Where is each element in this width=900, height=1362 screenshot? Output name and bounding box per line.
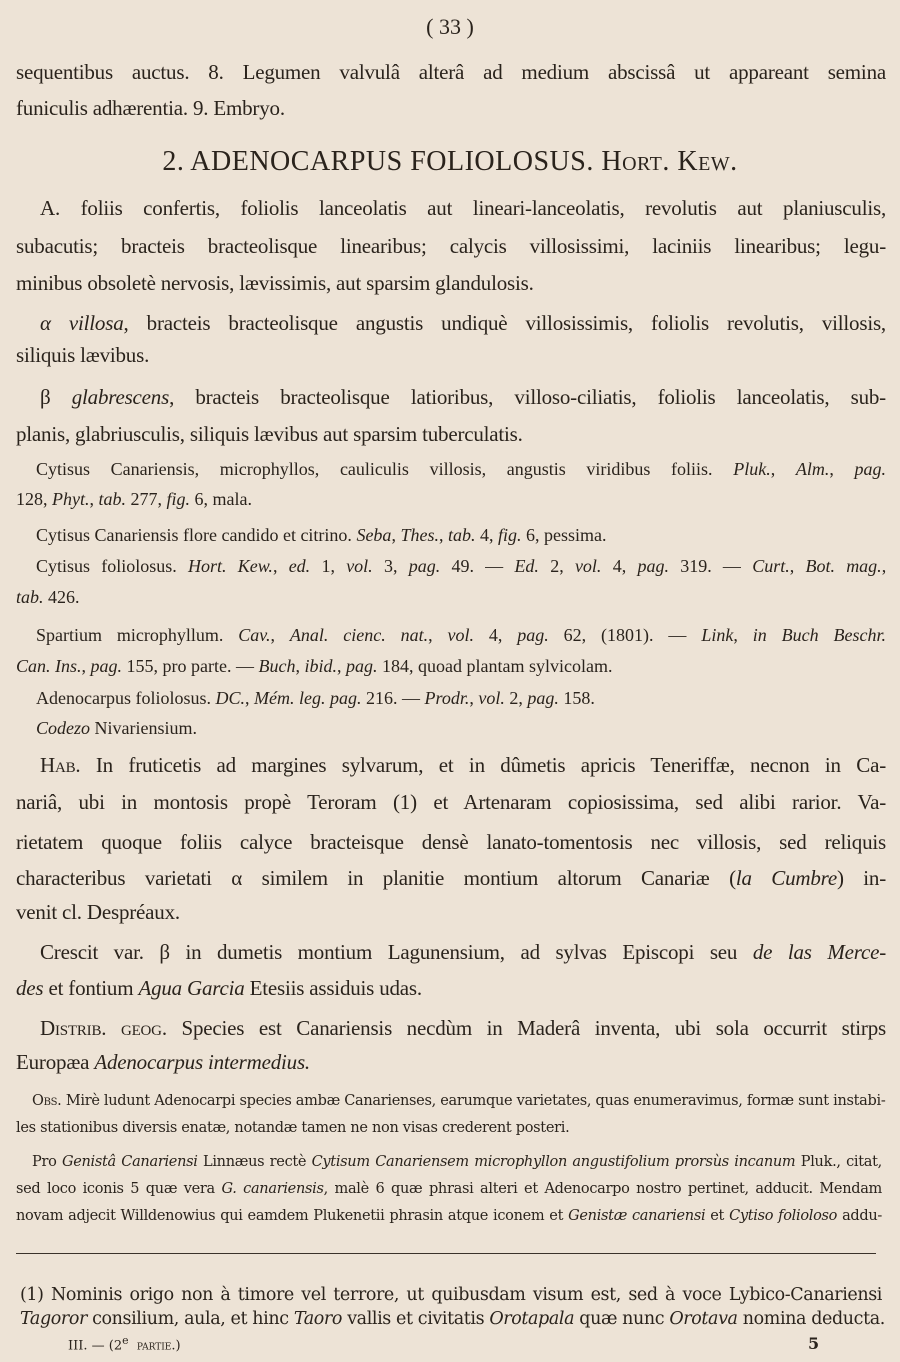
citation-author: Seba (356, 525, 392, 545)
citation-label: vol. (447, 625, 474, 645)
distribution-line-2 (16, 1050, 310, 1075)
citation-number: 184, quoad plantam sylvicolam. (381, 656, 613, 676)
obs-p2-line-1 (32, 1154, 882, 1170)
footnote-text: nomina deducta. (742, 1309, 885, 1329)
obs-p2-line-2 (16, 1181, 882, 1197)
citation-number: 6, pessima. (525, 525, 607, 545)
citation-work: Prodr. (424, 688, 470, 708)
citation-number: 2, (550, 556, 564, 576)
citation-number: 426. (48, 587, 80, 607)
citation-label: pag. (345, 656, 378, 676)
punct: , (428, 625, 433, 645)
footnote-term: Taoro (293, 1309, 343, 1329)
punct: , (272, 556, 278, 576)
punct: , (881, 556, 887, 576)
citation-work: in Buch Beschr. (752, 625, 886, 645)
obs-label: Obs. (32, 1093, 62, 1109)
citation-label: pag. (90, 656, 123, 676)
distribution-line-1 (40, 1016, 886, 1041)
species-name: ADENOCARPUS FOLIOLOSUS. (190, 146, 594, 177)
variety-alpha-symbol: α (40, 311, 51, 335)
description-line-1: A. foliis confertis, foliolis lanceolatis aut lineari-lanceolatis, revolutis aut planiusculis, (40, 196, 886, 220)
citation-label: Ed. (514, 556, 539, 576)
habitat-text: ) in- (837, 866, 887, 890)
citation-work: Phyt. (52, 489, 90, 509)
obs-text: et (710, 1208, 725, 1224)
punct: , (89, 489, 94, 509)
punct: , (770, 459, 776, 479)
locality-name: de las Merce- (752, 940, 886, 964)
punct: , (336, 656, 342, 676)
obs-line-2: les stationibus diversis enatæ, notandæ tamen ne non visas crederent posteri. (16, 1120, 570, 1136)
species-reference: G. canariensis (221, 1181, 324, 1197)
synonym-text: Cytisus foliolosus. (36, 556, 177, 576)
citation-work: Hort. Kew. (188, 556, 273, 576)
vernacular-word: Codezo (36, 718, 90, 738)
signature-superscript: e (122, 1334, 129, 1347)
variety-beta-line-1 (40, 385, 886, 410)
obs-text: Linnæus rectè (203, 1154, 307, 1170)
description-line-2: subacutis; bracteis bracteolisque linearibus; calycis villosissimi, laciniis linearibus; legu- (16, 234, 886, 258)
citation-work: Thes. (400, 525, 439, 545)
footnote-text: consilium, aula, et hinc (92, 1309, 289, 1329)
citation-author: Cav. (238, 625, 271, 645)
citation-label: pag. (517, 625, 549, 645)
citation-label: fig. (166, 489, 191, 509)
variety-alpha-line-2: siliquis lævibus. (16, 343, 150, 367)
punct: , (270, 625, 275, 645)
continued-text-line-2: funiculis adhærentia. 9. Embryo. (16, 96, 285, 120)
footnote-text: vallis et civitatis (347, 1309, 485, 1329)
footnote-text: quæ nunc (579, 1309, 665, 1329)
habitat-line-5: venit cl. Despréaux. (16, 900, 180, 924)
habitat-text: characteribus varietati α similem in planitie montium altorum Canariæ ( (16, 866, 736, 890)
crescit-text: Etesiis assiduis udas. (249, 976, 422, 1000)
footnote-term: Tagoror (20, 1309, 87, 1329)
synonym-3-line-1 (36, 556, 886, 577)
variety-beta-symbol: β (40, 385, 51, 409)
obs-text: Pro (32, 1154, 57, 1170)
citation-author: Buch (258, 656, 296, 676)
punct: , (789, 556, 795, 576)
footnote-term: Orotapala (489, 1309, 575, 1329)
description-line-3: minibus obsoletè nervosis, lævissimis, aut sparsim glandulosis. (16, 271, 534, 295)
synonym-1-line-1 (36, 459, 886, 480)
variety-alpha-line-1 (40, 311, 886, 336)
citation-number: 4, (479, 525, 494, 545)
punct: , (391, 525, 396, 545)
habitat-line-3: rietatem quoque foliis calyce bracteisque densè lanato-tomentosis nec villosis, sed reliquis (16, 830, 886, 854)
citation-label: fig. (497, 525, 522, 545)
citation-label: pag. (408, 556, 441, 576)
obs-text: Mirè ludunt Adenocarpi species ambæ Canarienses, earumque varietates, quas enumeravimus, formæ sunt instabi- (65, 1093, 886, 1109)
habitat-line-4 (16, 866, 886, 891)
continued-text-line-1: sequentibus auctus. 8. Legumen valvulâ alterâ ad medium abscissâ ut appareant semina (16, 60, 886, 84)
citation-number: 128, (16, 489, 48, 509)
citation-number: 158. (563, 688, 595, 708)
crescit-text: Crescit var. β in dumetis montium Lagunensium, ad sylvas Episcopi seu (40, 940, 738, 964)
punct: , (733, 625, 738, 645)
citation-work: Can. Ins. (16, 656, 82, 676)
citation-number: 4, (488, 625, 503, 645)
page-number: ( 33 ) (426, 14, 474, 39)
obs-text: addu- (842, 1208, 883, 1224)
citation-work: Anal. cienc. nat. (289, 625, 429, 645)
distribution-label: Distrib. geog. (40, 1016, 167, 1040)
citation-label: vol. (346, 556, 373, 576)
species-reference: Cytisum Canariensem microphyllon angustifolium prorsùs incanum (311, 1154, 796, 1170)
citation-label: tab. (16, 587, 44, 607)
citation-label: pag. (637, 556, 669, 576)
synonym-4-line-2 (16, 656, 612, 677)
vernacular-name (36, 718, 197, 739)
citation-number: 6, mala. (194, 489, 253, 509)
citation-label: vol. (478, 688, 505, 708)
punct: , (245, 688, 250, 708)
punct: , (81, 656, 87, 676)
species-authority: Hort. Kew. (601, 146, 738, 177)
synonym-1-line-2 (16, 489, 252, 510)
citation-label: tab. (447, 525, 476, 545)
distribution-text: Species est Canariensis necdùm in Maderâ inventa, ubi sola occurrit stirps (181, 1016, 886, 1040)
footnote-line-2 (20, 1309, 885, 1329)
crescit-line-2 (16, 976, 422, 1001)
citation-number: 216. — (365, 688, 420, 708)
citation-work: Alm. (795, 459, 830, 479)
citation-author: Pluk. (733, 459, 771, 479)
citation-work: Mém. leg. pag. (254, 688, 362, 708)
citation-number: 319. — (680, 556, 741, 576)
crescit-text: et fontium (48, 976, 134, 1000)
signature-part: partie.) (136, 1338, 181, 1354)
synonym-4-line-1 (36, 625, 886, 646)
citation-number: 1, (321, 556, 335, 576)
variety-beta-name: glabrescens (71, 385, 170, 409)
species-reference: Genistâ Canariensi (61, 1154, 198, 1170)
obs-p2-line-3 (16, 1208, 882, 1224)
obs-text: Pluk., citat, (800, 1154, 882, 1170)
synonym-text: Adenocarpus foliolosus. (36, 688, 211, 708)
sheet-number: 5 (808, 1334, 820, 1353)
signature-volume: III. — (2 (68, 1338, 123, 1354)
citation-label: vol. (574, 556, 602, 576)
citation-number: 4, (612, 556, 627, 576)
locality-name: la Cumbre (735, 866, 837, 890)
signature-mark (68, 1334, 181, 1353)
punct: , (469, 688, 474, 708)
citation-work: ibid. (304, 656, 337, 676)
citation-label: ed. (288, 556, 311, 576)
citation-number: 2, (509, 688, 523, 708)
synonym-text: Spartium microphyllum. (36, 625, 224, 645)
habitat-label: Hab. (40, 753, 81, 777)
obs-text: , malè 6 quæ phrasi alteri et Adenocarpo nostro pertinet, adducit. Mendam (323, 1181, 883, 1197)
habitat-line-1 (40, 753, 886, 778)
species-reference: Genistæ canariensi (568, 1208, 706, 1224)
distribution-text: Europæa (16, 1050, 90, 1074)
habitat-text: In fruticetis ad margines sylvarum, et in dûmetis apricis Teneriffæ, necnon in Ca- (95, 753, 886, 777)
citation-label: tab. (98, 489, 127, 509)
synonym-text: Cytisus Canariensis flore candido et citrino. (36, 525, 352, 545)
species-number: 2. (162, 146, 185, 177)
obs-line-1 (32, 1093, 886, 1109)
species-heading (0, 146, 900, 178)
citation-label: pag. (527, 688, 559, 708)
variety-alpha-name: villosa (68, 311, 124, 335)
species-reference: Adenocarpus intermedius. (94, 1050, 310, 1074)
crescit-line-1 (40, 940, 886, 965)
citation-work: Bot. mag. (805, 556, 882, 576)
citation-author: DC. (215, 688, 245, 708)
locality-name: Agua Garcia (138, 976, 245, 1000)
synonym-5 (36, 688, 595, 709)
footnote-line-1: (1) Nominis origo non à timore vel terrore, ut quibusdam visum est, sed à voce Lybico-Canariensi (20, 1285, 882, 1305)
variety-beta-text: , bracteis bracteolisque latioribus, villoso-ciliatis, foliolis lanceolatis, sub- (169, 385, 886, 409)
vernacular-region: Nivariensium. (94, 718, 197, 738)
punct: , (829, 459, 834, 479)
citation-number: 3, (383, 556, 398, 576)
punct: , (295, 656, 300, 676)
footnote-divider (16, 1253, 876, 1254)
punct: , (438, 525, 444, 545)
variety-beta-line-2: planis, glabriusculis, siliquis lævibus aut sparsim tuberculatis. (16, 422, 523, 446)
citation-label: pag. (854, 459, 887, 479)
citation-number: 277, (130, 489, 163, 509)
obs-text: novam adjecit Willdenowius qui eamdem Plukenetii phrasin atque iconem et (16, 1208, 564, 1224)
citation-author: Link (701, 625, 734, 645)
synonym-2 (36, 525, 606, 546)
synonym-3-line-2 (16, 587, 80, 608)
locality-name: des (16, 976, 44, 1000)
citation-number: 62, (1801). — (563, 625, 687, 645)
citation-number: 155, pro parte. — (126, 656, 254, 676)
habitat-line-2: nariâ, ubi in montosis propè Teroram (1) et Artenaram copiosissima, sed alibi rarior. Va- (16, 790, 886, 814)
synonym-text: Cytisus Canariensis, microphyllos, cauliculis villosis, angustis viridibus foliis. (36, 459, 713, 479)
footnote-term: Orotava (669, 1309, 738, 1329)
citation-author: Curt. (752, 556, 790, 576)
citation-number: 49. — (451, 556, 504, 576)
obs-text: sed loco iconis 5 quæ vera (16, 1181, 215, 1197)
variety-alpha-text: , bracteis bracteolisque angustis undiquè villosissimis, foliolis revolutis, villosis, (123, 311, 886, 335)
species-reference: Cytiso folioloso (729, 1208, 838, 1224)
